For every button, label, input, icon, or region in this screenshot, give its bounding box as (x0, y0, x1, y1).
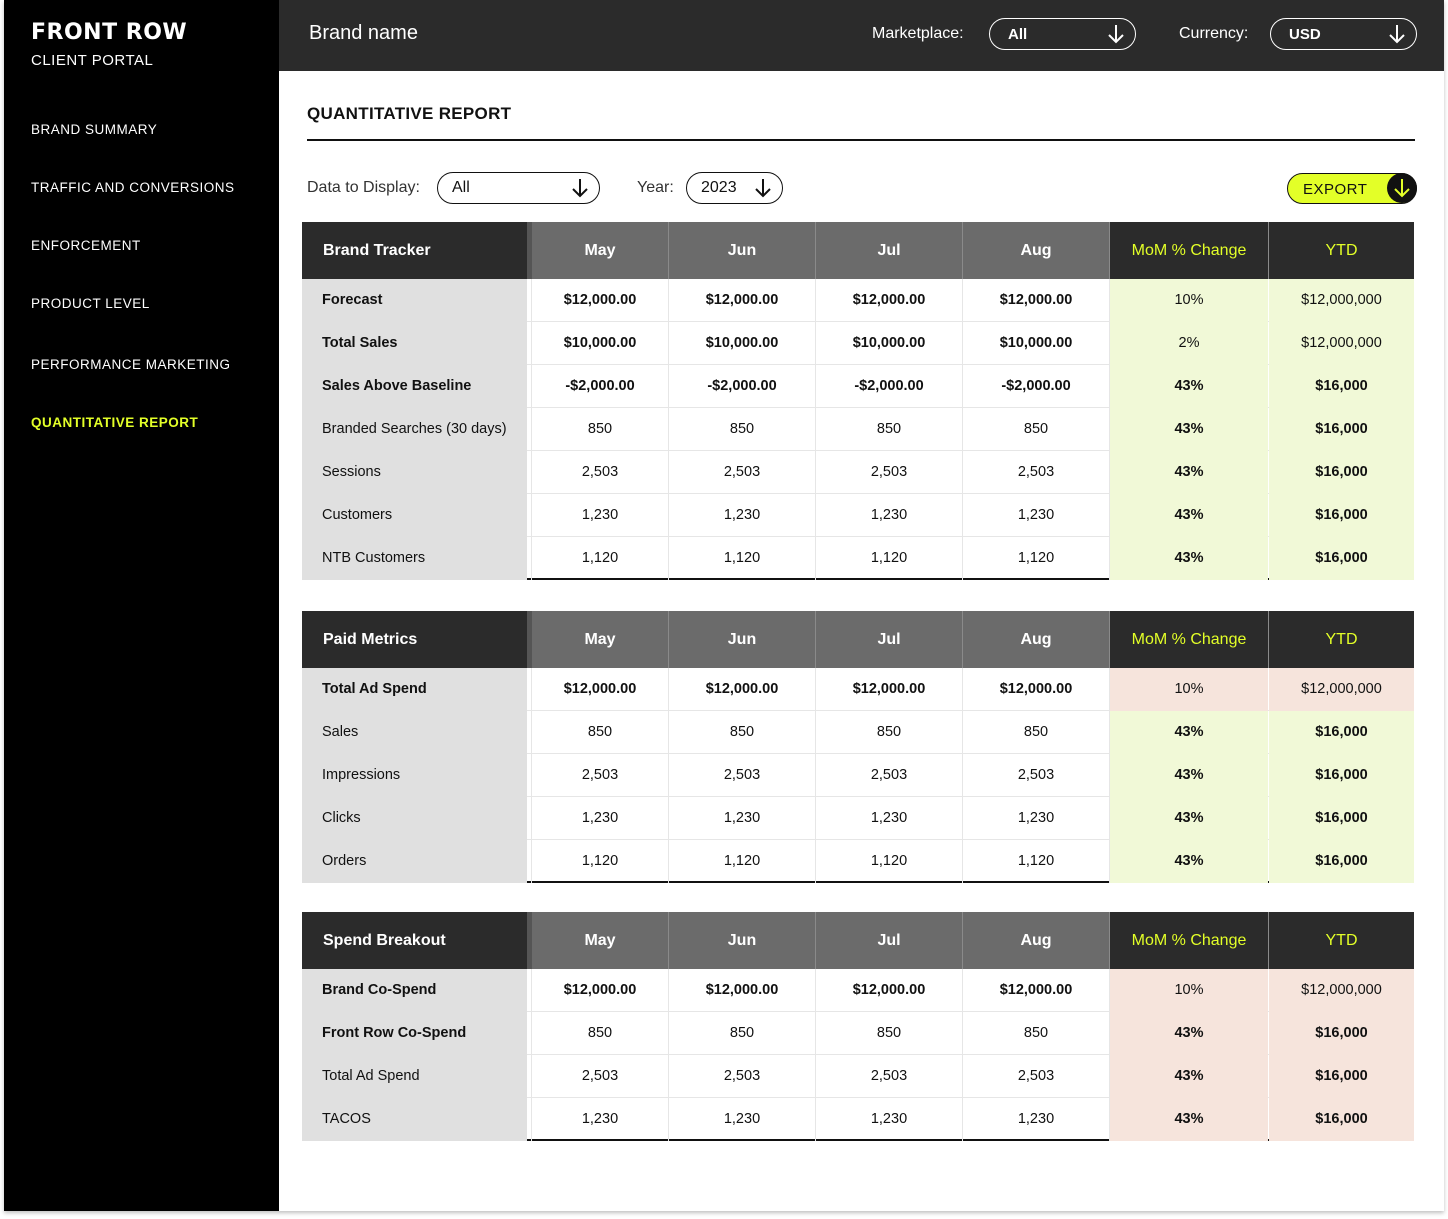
top-bar (279, 0, 1444, 71)
title-divider (307, 139, 1415, 141)
data-to-display-label: Data to Display: (307, 179, 420, 196)
column-divider (962, 537, 963, 580)
cell-mom-change: 43% (1110, 365, 1268, 408)
column-divider (815, 1098, 816, 1141)
table-row (302, 279, 1414, 322)
app-window (4, 0, 1444, 1211)
column-header-aug: Aug (1020, 242, 1052, 259)
column-divider (815, 611, 816, 668)
cell-ytd: $16,000 (1269, 1098, 1414, 1141)
column-divider (815, 1012, 816, 1055)
table-row (302, 537, 1414, 580)
cell-mom-change: 43% (1110, 537, 1268, 580)
column-header-mom-change: MoM % Change (1110, 222, 1268, 279)
column-divider (531, 969, 532, 1012)
cell-jun: 2,503 (723, 767, 761, 783)
column-divider (668, 754, 669, 797)
column-divider (962, 279, 963, 322)
column-header-jul: Jul (877, 242, 901, 259)
column-divider (1268, 222, 1269, 279)
cell-jul: $12,000.00 (852, 292, 926, 308)
cell-may: 1,120 (581, 853, 619, 869)
cell-mom-change: 10% (1110, 279, 1268, 322)
cell-label: Sales (302, 711, 527, 754)
column-divider (668, 222, 669, 279)
cell-mom-change: 43% (1110, 754, 1268, 797)
column-divider (531, 279, 532, 322)
cell-may: 2,503 (581, 767, 619, 783)
header-divider (527, 912, 532, 969)
cell-may: 2,503 (581, 1068, 619, 1084)
column-header-may: May (584, 631, 616, 648)
cell-jun: $12,000.00 (705, 681, 779, 697)
data-to-display-select[interactable] (437, 172, 600, 204)
column-divider (962, 969, 963, 1012)
table-row (302, 840, 1414, 883)
cell-jun: $12,000.00 (705, 292, 779, 308)
table-row (302, 711, 1414, 754)
column-header-ytd: YTD (1269, 222, 1414, 279)
column-header-aug: Aug (1020, 631, 1052, 648)
cell-label: Total Ad Spend (302, 668, 527, 711)
cell-ytd: $12,000,000 (1269, 279, 1414, 322)
column-header-jun: Jun (727, 932, 757, 949)
sidebar-item-brand-summary[interactable]: BRAND SUMMARY (31, 122, 158, 137)
cell-jun: -$2,000.00 (707, 378, 777, 394)
sidebar-item-product-level[interactable]: PRODUCT LEVEL (31, 296, 150, 311)
column-divider (1109, 279, 1110, 322)
year-select[interactable] (686, 172, 783, 204)
cell-aug: 1,230 (1017, 507, 1055, 523)
column-divider (1109, 668, 1110, 711)
cell-jul: 1,230 (870, 507, 908, 523)
column-header-may: May (584, 932, 616, 949)
column-divider (1109, 840, 1110, 883)
column-divider (668, 668, 669, 711)
column-divider (668, 494, 669, 537)
cell-may: 1,120 (581, 550, 619, 566)
data-to-display-value: All (452, 179, 470, 196)
column-divider (815, 840, 816, 883)
table-header (302, 222, 1414, 279)
cell-ytd: $12,000,000 (1269, 969, 1414, 1012)
export-button[interactable] (1287, 173, 1417, 204)
cell-aug: 1,230 (1017, 1111, 1055, 1127)
column-divider (531, 754, 532, 797)
cell-jul: 1,120 (870, 853, 908, 869)
cell-aug: 1,120 (1017, 853, 1055, 869)
cell-ytd: $16,000 (1269, 797, 1414, 840)
cell-label: Branded Searches (30 days) (302, 408, 527, 451)
column-divider (1109, 797, 1110, 840)
column-divider (1109, 537, 1110, 580)
column-divider (1268, 611, 1269, 668)
column-divider (962, 451, 963, 494)
cell-jul: 850 (876, 1025, 902, 1041)
column-divider (668, 537, 669, 580)
sidebar-item-traffic-and-conversions[interactable]: TRAFFIC AND CONVERSIONS (31, 180, 235, 195)
brand-tracker-table (302, 222, 1414, 580)
column-divider (1109, 611, 1110, 668)
column-divider (962, 322, 963, 365)
cell-label: Total Ad Spend (302, 1055, 527, 1098)
cell-jun: 1,230 (723, 507, 761, 523)
table-header (302, 611, 1414, 668)
column-divider (531, 322, 532, 365)
column-divider (1109, 711, 1110, 754)
cell-aug: $12,000.00 (999, 982, 1073, 998)
cell-ytd: $16,000 (1269, 537, 1414, 580)
cell-aug: 850 (1023, 1025, 1049, 1041)
column-divider (815, 365, 816, 408)
column-header-jun: Jun (727, 242, 757, 259)
column-header-mom-change: MoM % Change (1110, 912, 1268, 969)
table-row (302, 1055, 1414, 1098)
column-divider (962, 365, 963, 408)
column-header-label: Brand Tracker (302, 222, 527, 279)
cell-jul: 1,230 (870, 1111, 908, 1127)
column-divider (1109, 222, 1110, 279)
cell-label: NTB Customers (302, 537, 527, 580)
column-divider (1268, 912, 1269, 969)
cell-aug: $10,000.00 (999, 335, 1073, 351)
currency-select[interactable] (1270, 18, 1417, 50)
cell-label: Total Sales (302, 322, 527, 365)
cell-jun: 850 (729, 724, 755, 740)
cell-label: Front Row Co-Spend (302, 1012, 527, 1055)
cell-jun: 1,120 (723, 853, 761, 869)
column-divider (668, 797, 669, 840)
column-divider (815, 537, 816, 580)
cell-label: Forecast (302, 279, 527, 322)
column-divider (531, 797, 532, 840)
cell-jun: 1,230 (723, 810, 761, 826)
table-row (302, 969, 1414, 1012)
arrow-down-icon (754, 177, 772, 199)
cell-ytd: $16,000 (1269, 408, 1414, 451)
sidebar (4, 0, 279, 1211)
cell-mom-change: 43% (1110, 1055, 1268, 1098)
cell-may: $12,000.00 (563, 292, 637, 308)
column-divider (815, 797, 816, 840)
cell-aug: 2,503 (1017, 464, 1055, 480)
paid-metrics-table (302, 611, 1414, 883)
column-header-label: Spend Breakout (302, 912, 527, 969)
sidebar-item-quantitative-report[interactable]: QUANTITATIVE REPORT (31, 415, 199, 430)
cell-may: 1,230 (581, 810, 619, 826)
cell-mom-change: 43% (1110, 711, 1268, 754)
column-divider (668, 840, 669, 883)
cell-label: Impressions (302, 754, 527, 797)
cell-aug: 2,503 (1017, 767, 1055, 783)
cell-mom-change: 2% (1110, 322, 1268, 365)
cell-mom-change: 43% (1110, 840, 1268, 883)
cell-may: $12,000.00 (563, 681, 637, 697)
table-row (302, 1098, 1414, 1141)
column-divider (1109, 969, 1110, 1012)
column-divider (1109, 408, 1110, 451)
column-divider (668, 279, 669, 322)
column-divider (962, 711, 963, 754)
table-row (302, 451, 1414, 494)
cell-label: Sessions (302, 451, 527, 494)
cell-aug: $12,000.00 (999, 292, 1073, 308)
cell-label: Clicks (302, 797, 527, 840)
column-divider (531, 494, 532, 537)
column-divider (962, 408, 963, 451)
column-divider (531, 408, 532, 451)
column-divider (1109, 1012, 1110, 1055)
column-divider (962, 668, 963, 711)
export-icon-circle (1387, 173, 1417, 203)
column-divider (962, 494, 963, 537)
column-divider (962, 1098, 963, 1141)
column-divider (668, 451, 669, 494)
cell-may: $12,000.00 (563, 982, 637, 998)
cell-jul: 1,120 (870, 550, 908, 566)
cell-ytd: $12,000,000 (1269, 322, 1414, 365)
cell-ytd: $16,000 (1269, 754, 1414, 797)
marketplace-value: All (1008, 26, 1028, 43)
column-divider (962, 222, 963, 279)
cell-may: 2,503 (581, 464, 619, 480)
cell-jul: 850 (876, 724, 902, 740)
column-divider (668, 711, 669, 754)
cell-aug: 850 (1023, 724, 1049, 740)
cell-jul: $12,000.00 (852, 681, 926, 697)
cell-ytd: $16,000 (1269, 840, 1414, 883)
column-divider (668, 912, 669, 969)
year-label: Year: (637, 179, 674, 196)
column-divider (668, 1012, 669, 1055)
cell-ytd: $16,000 (1269, 451, 1414, 494)
table-row (302, 322, 1414, 365)
cell-ytd: $16,000 (1269, 1012, 1414, 1055)
cell-aug: 1,120 (1017, 550, 1055, 566)
cell-mom-change: 10% (1110, 969, 1268, 1012)
cell-may: 850 (587, 724, 613, 740)
table-row (302, 797, 1414, 840)
cell-jun: 2,503 (723, 1068, 761, 1084)
column-divider (962, 797, 963, 840)
marketplace-select[interactable] (989, 18, 1136, 50)
column-divider (815, 494, 816, 537)
column-header-ytd: YTD (1269, 912, 1414, 969)
cell-mom-change: 43% (1110, 1012, 1268, 1055)
table-row (302, 408, 1414, 451)
cell-label: Customers (302, 494, 527, 537)
cell-label: Orders (302, 840, 527, 883)
cell-mom-change: 43% (1110, 408, 1268, 451)
arrow-down-icon (571, 177, 589, 199)
column-divider (1109, 494, 1110, 537)
column-divider (668, 969, 669, 1012)
column-divider (1109, 1098, 1110, 1141)
column-divider (1109, 322, 1110, 365)
cell-may: 1,230 (581, 1111, 619, 1127)
cell-jun: $12,000.00 (705, 982, 779, 998)
cell-jun: 1,120 (723, 550, 761, 566)
cell-may: 850 (587, 421, 613, 437)
arrow-down-icon (1393, 177, 1411, 199)
column-divider (668, 611, 669, 668)
logo: FRONT ROW (31, 20, 188, 45)
header-divider (527, 611, 532, 668)
logo-subtitle: CLIENT PORTAL (31, 52, 154, 69)
cell-mom-change: 43% (1110, 451, 1268, 494)
page-title: QUANTITATIVE REPORT (307, 104, 512, 123)
column-header-may: May (584, 242, 616, 259)
column-divider (1109, 1055, 1110, 1098)
column-header-aug: Aug (1020, 932, 1052, 949)
cell-jul: -$2,000.00 (854, 378, 924, 394)
column-divider (668, 408, 669, 451)
column-divider (1109, 912, 1110, 969)
cell-jul: 2,503 (870, 464, 908, 480)
column-divider (531, 451, 532, 494)
header-divider (527, 222, 532, 279)
spend-breakout-table (302, 912, 1414, 1141)
cell-aug: $12,000.00 (999, 681, 1073, 697)
column-header-jul: Jul (877, 631, 901, 648)
cell-jun: 2,503 (723, 464, 761, 480)
sidebar-item-performance-marketing[interactable]: PERFORMANCE MARKETING (31, 357, 231, 372)
table-row (302, 365, 1414, 408)
column-header-label: Paid Metrics (302, 611, 527, 668)
cell-label: Sales Above Baseline (302, 365, 527, 408)
column-divider (815, 279, 816, 322)
cell-mom-change: 43% (1110, 797, 1268, 840)
cell-may: 850 (587, 1025, 613, 1041)
column-divider (531, 1055, 532, 1098)
arrow-down-icon (1107, 23, 1125, 45)
currency-label: Currency: (1179, 25, 1249, 42)
cell-ytd: $12,000,000 (1269, 668, 1414, 711)
column-divider (962, 611, 963, 668)
table-row (302, 754, 1414, 797)
cell-ytd: $16,000 (1269, 494, 1414, 537)
column-header-jul: Jul (877, 932, 901, 949)
column-divider (668, 322, 669, 365)
marketplace-label: Marketplace: (872, 25, 964, 42)
table-row (302, 1012, 1414, 1055)
cell-jul: 850 (876, 421, 902, 437)
cell-ytd: $16,000 (1269, 365, 1414, 408)
column-divider (668, 365, 669, 408)
column-divider (815, 969, 816, 1012)
year-value: 2023 (701, 179, 737, 196)
cell-mom-change: 43% (1110, 1098, 1268, 1141)
column-divider (815, 222, 816, 279)
column-divider (815, 668, 816, 711)
cell-mom-change: 43% (1110, 494, 1268, 537)
column-divider (815, 1055, 816, 1098)
column-divider (815, 322, 816, 365)
cell-jul: 1,230 (870, 810, 908, 826)
cell-jul: $12,000.00 (852, 982, 926, 998)
cell-jul: $10,000.00 (852, 335, 926, 351)
column-header-jun: Jun (727, 631, 757, 648)
cell-jun: 1,230 (723, 1111, 761, 1127)
column-divider (815, 912, 816, 969)
cell-label: TACOS (302, 1098, 527, 1141)
cell-jun: 850 (729, 421, 755, 437)
table-row (302, 668, 1414, 711)
column-divider (815, 451, 816, 494)
column-divider (815, 711, 816, 754)
column-divider (531, 537, 532, 580)
cell-may: 1,230 (581, 507, 619, 523)
column-divider (815, 408, 816, 451)
column-divider (1109, 365, 1110, 408)
column-divider (962, 1055, 963, 1098)
cell-aug: 850 (1023, 421, 1049, 437)
arrow-down-icon (1388, 23, 1406, 45)
cell-mom-change: 10% (1110, 668, 1268, 711)
column-divider (531, 840, 532, 883)
column-divider (962, 1012, 963, 1055)
column-header-mom-change: MoM % Change (1110, 611, 1268, 668)
cell-aug: 2,503 (1017, 1068, 1055, 1084)
column-divider (531, 1012, 532, 1055)
cell-jun: $10,000.00 (705, 335, 779, 351)
column-divider (962, 912, 963, 969)
cell-may: $10,000.00 (563, 335, 637, 351)
column-divider (531, 668, 532, 711)
column-divider (815, 754, 816, 797)
table-row (302, 494, 1414, 537)
cell-jun: 850 (729, 1025, 755, 1041)
cell-aug: -$2,000.00 (1001, 378, 1071, 394)
cell-may: -$2,000.00 (565, 378, 635, 394)
column-divider (1109, 451, 1110, 494)
cell-ytd: $16,000 (1269, 1055, 1414, 1098)
column-divider (668, 1055, 669, 1098)
cell-ytd: $16,000 (1269, 711, 1414, 754)
cell-aug: 1,230 (1017, 810, 1055, 826)
column-divider (531, 711, 532, 754)
sidebar-item-enforcement[interactable]: ENFORCEMENT (31, 238, 141, 253)
column-divider (1109, 754, 1110, 797)
column-divider (668, 1098, 669, 1141)
currency-value: USD (1289, 26, 1321, 43)
column-divider (962, 840, 963, 883)
brand-name: Brand name (309, 22, 418, 44)
cell-jul: 2,503 (870, 767, 908, 783)
cell-jul: 2,503 (870, 1068, 908, 1084)
column-divider (962, 754, 963, 797)
column-header-ytd: YTD (1269, 611, 1414, 668)
column-divider (531, 1098, 532, 1141)
export-label: EXPORT (1303, 181, 1368, 198)
cell-label: Brand Co-Spend (302, 969, 527, 1012)
column-divider (531, 365, 532, 408)
table-header (302, 912, 1414, 969)
